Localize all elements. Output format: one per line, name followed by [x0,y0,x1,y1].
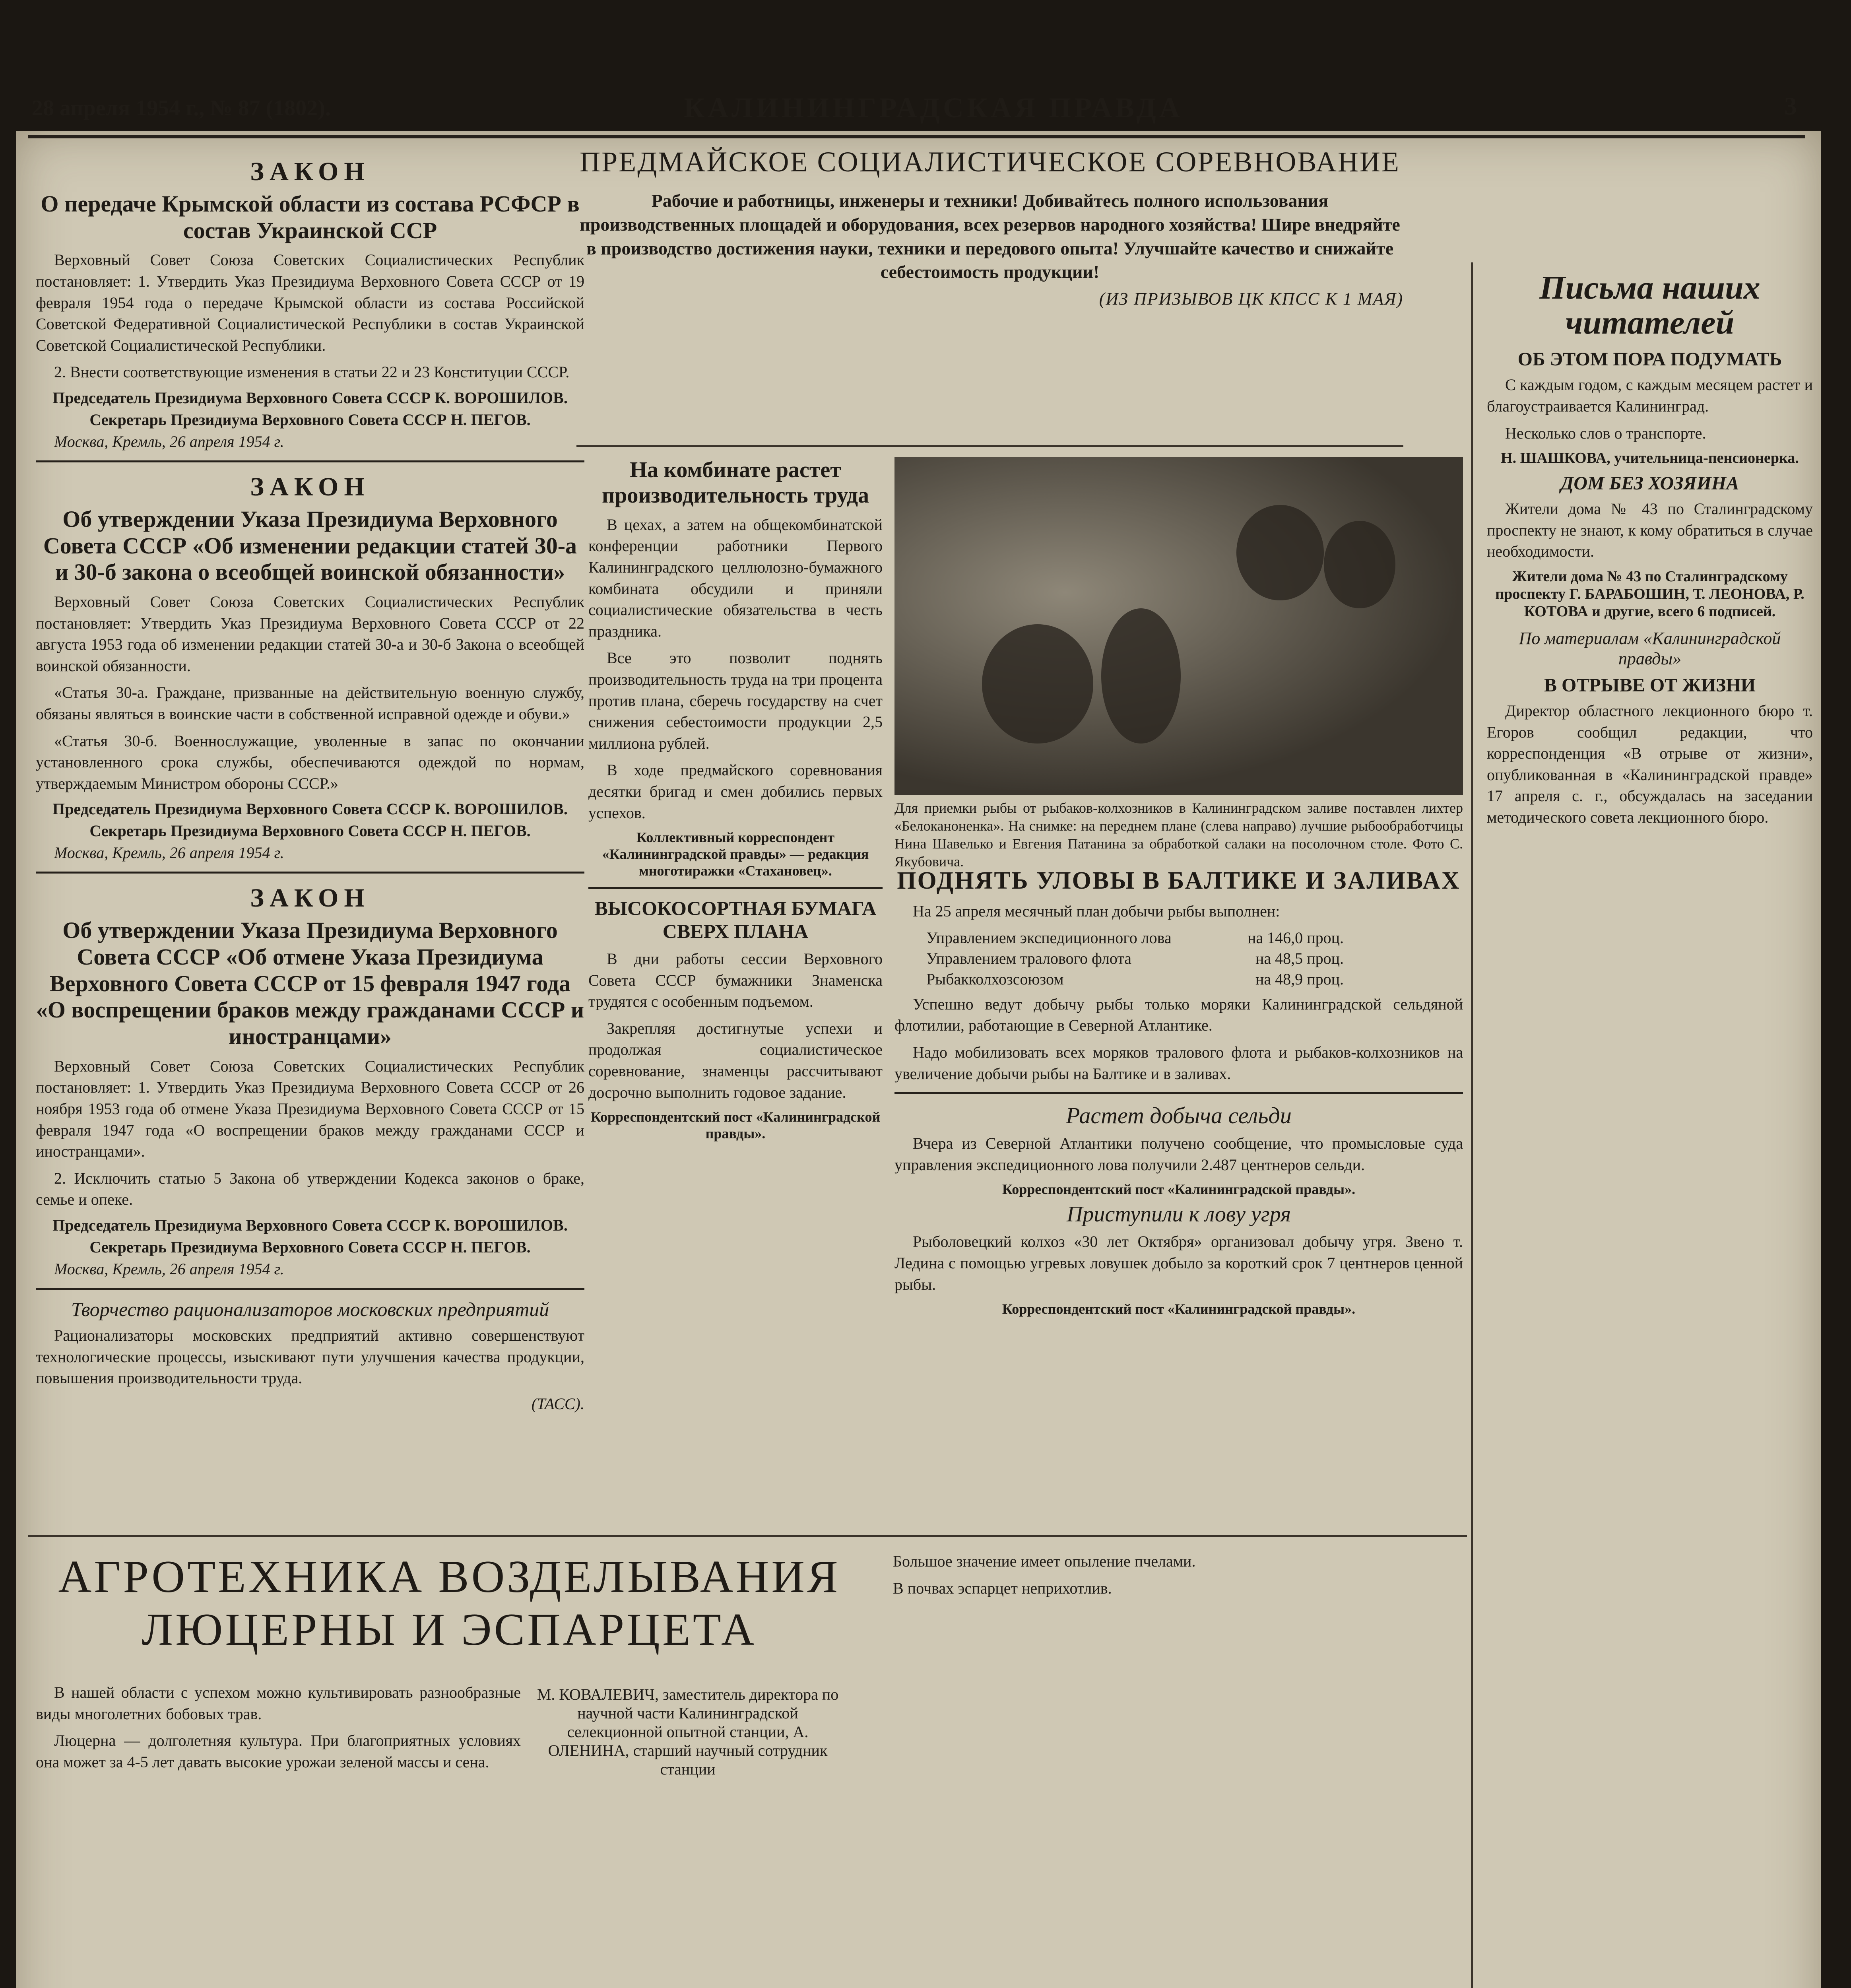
followup-label: По материалам «Калининградской правды» [1519,628,1781,668]
combine-title: На комбинате растет производительность труда [601,458,869,508]
paper-name: КАЛИНИНГРАДСКАЯ ПРАВДА [684,92,1183,124]
herring-signature: Корреспондентский пост «Калининградской правды». [1002,1181,1356,1198]
catch-intro: На 25 апреля месячный план добычи рыбы выполнен: [913,902,1280,920]
law1-signature: Председатель Президиума Верховного Совета СССР К. ВОРОШИЛОВ. [52,388,568,407]
law3-text: Верховный Совет Союза Советских Социалистических Республик постановляет: 1. Утвердить Указ Президиума Верховного Совета СССР от 26 ноября 1953 года об отмене Указа Президиума Верховного Совета СССР от 15 февраля 1947 года «О воспрещении браков между гражданами СССР и иностранцами». [36,1057,584,1161]
followup-text: Директор областного лекционного бюро т. Егоров сообщил редакции, что корреспонденция «В отрыве от жизни», опубликованная в «Калининградской правде» 17 апреля с. г., обсуждалась на заседании методического совета лекционного бюро. [1487,701,1813,826]
law1-text: Верховный Совет Союза Советских Социалистических Республик постановляет: 1. Утвердить Указ Президиума Верховного Совета СССР от 19 февраля 1954 года о передаче Крымской области из состава Российской Советской Федеративной Социалистической Республики в состав Украинской Советской Социалистической Республики. [36,251,584,354]
divider [588,887,883,889]
agro-text: Большое значение имеет опыление пчелами. [893,1552,1196,1570]
eel-text: Рыболовецкий колхоз «30 лет Октября» организовал добычу угря. Звено т. Ледина с помощью угревых ловушек добыло за короткий срок 7 центнеров ценной рыбы. [894,1233,1463,1293]
divider [576,445,1403,447]
herring-title: Растет добыча сельди [1066,1103,1292,1129]
divider [894,1092,1463,1094]
law2-signature: Секретарь Президиума Верховного Совета СССР Н. ПЕГОВ. [89,822,531,840]
divider [28,1535,1467,1537]
law1-signature: Секретарь Президиума Верховного Совета СССР Н. ПЕГОВ. [89,410,531,429]
banner-source: (ИЗ ПРИЗЫВОВ ЦК КПСС К 1 МАЯ) [1099,289,1403,309]
rationalizers-text: Рационализаторы московских предприятий активно совершенствуют технологические процессы, изыскивают пути улучшения качества продукции, повышения производительности труда. [36,1326,584,1387]
photo-caption [894,799,1463,871]
stat-row: Управлением экспедиционного лова на 146,0 проц. [926,928,1344,947]
agro-authors-box [537,1682,839,1782]
combine-text: Все это позволит поднять производительность труда на три процента против плана, сберечь государству на счет снижения себестоимости продукции 2,5 миллиона рублей. [588,649,883,752]
combine-article [588,457,883,1145]
law1-place: Москва, Кремль, 26 апреля 1954 г. [54,432,284,450]
divider [36,460,584,462]
laws-column [36,147,584,1423]
photo-figure [1236,505,1324,600]
agro-title: АГРОТЕХНИКА ВОЗДЕЛЫВАНИЯ ЛЮЦЕРНЫ И ЭСПАРЦЕТА [58,1551,840,1656]
catch-article [894,867,1463,1320]
followup-title: В ОТРЫВЕ ОТ ЖИЗНИ [1544,674,1756,696]
paper-news-signature: Корреспондентский пост «Калининградской правды». [590,1109,881,1142]
law1-text: 2. Внести соответствующие изменения в статьи 22 и 23 Конституции СССР. [54,363,570,381]
combine-signature: Коллективный корреспондент «Калининградской правды» — редакция многотиражки «Стахановец». [602,829,869,879]
catch-title: ПОДНЯТЬ УЛОВЫ В БАЛТИКЕ И ЗАЛИВАХ [897,867,1461,894]
law3-signature: Председатель Президиума Верховного Совета СССР К. ВОРОШИЛОВ. [52,1216,568,1234]
catch-text: Надо мобилизовать всех моряков тралового флота и рыбаков-колхозников на увеличение добычи рыбы на Балтике и в заливах. [894,1043,1463,1083]
photo-figure [1101,608,1181,744]
page-number: 3 [1784,92,1797,120]
paper-news-text: Закрепляя достигнутые успехи и продолжая социалистическое соревнование, знаменцы рассчитывают досрочно выполнить годовое задание. [588,1019,883,1101]
eel-title: Приступили к лову угря [1066,1202,1291,1227]
agro-text: В почвах эспарцет неприхотлив. [893,1579,1112,1597]
rationalizers-source: (ТАСС). [531,1394,584,1413]
agro-column-2 [875,1551,1447,1604]
letters-title: Письма наших читателей [1539,269,1760,342]
photo-credit: Фото С. Якубовича. [894,836,1463,870]
law2-title: Об утверждении Указа Президиума Верховного Совета СССР «Об изменении редакции статей 30-а и 30-б закона о всеобщей воинской обязанности» [43,506,577,585]
letters-column [1487,262,1813,834]
paper-news-title: ВЫСОКОСОРТНАЯ БУМАГА СВЕРХ ПЛАНА [594,897,877,942]
divider [36,872,584,874]
law2-signature: Председатель Президиума Верховного Совета СССР К. ВОРОШИЛОВ. [52,800,568,818]
agro-text: Люцерна — долголетняя культура. При благоприятных условиях она может за 4-5 лет давать высокие урожаи зеленой массы и сена. [36,1732,521,1771]
letter2-signature: Жители дома № 43 по Сталинградскому проспекту Г. БАРАБОШИН, Т. ЛЕОНОВА, Р. КОТОВА и другие, всего 6 подписей. [1495,568,1804,620]
banner-title: ПРЕДМАЙСКОЕ СОЦИАЛИСТИЧЕСКОЕ СОРЕВНОВАНИЕ [580,146,1400,178]
law1-title: О передаче Крымской области из состава РСФСР в состав Украинской ССР [41,191,580,243]
law3-title: Об утверждении Указа Президиума Верховного Совета СССР «Об отмене Указа Президиума Верховного Совета СССР от 15 февраля 1947 года «О воспрещении браков между гражданами СССР и иностранцами» [36,917,584,1050]
photo-caption-text: Для приемки рыбы от рыбаков-колхозников в Калининградском заливе поставлен лихтер «Белоканоненка». На снимке: на переднем плане (слева направо) лучшие рыбообработчицы Нина Шавелько и Евгения Патанина за обработкой салаки на посолочном столе. [894,800,1463,852]
banner-slogan: Рабочие и работницы, инженеры и техники! Добивайтесь полного использования производственных площадей и оборудования, всех резервов народного хозяйства! Шире внедряйте в производство достижения науки, техники и передового опыта! Улучшайте качество и снижайте себестоимость продукции! [580,190,1400,282]
letter1-signature: Н. ШАШКОВА, учительница-пенсионерка. [1501,450,1799,467]
letter1-text: Несколько слов о транспорте. [1505,424,1706,442]
law1-kicker: ЗАКОН [250,157,370,186]
divider [1471,262,1473,1988]
stat-row: Рыбакколхозсоюзом на 48,9 проц. [926,970,1344,988]
law2-text: Верховный Совет Союза Советских Социалистических Республик постановляет: Утвердить Указ Президиума Верховного Совета СССР от 22 августа 1953 года об изменении редакции статей 30-а и 30-б Закона о всеобщей воинской обязанности. [36,593,584,675]
rationalizers-title: Творчество рационализаторов московских предприятий [71,1298,549,1320]
combine-text: В ходе предмайского соревнования десятки бригад и смен добились первых успехов. [588,761,883,822]
photo-figure [982,624,1093,744]
law3-kicker: ЗАКОН [250,883,370,913]
letter2-title: ДОМ БЕЗ ХОЗЯИНА [1560,473,1739,494]
law3-place: Москва, Кремль, 26 апреля 1954 г. [54,1260,284,1278]
letter1-title: ОБ ЭТОМ ПОРА ПОДУМАТЬ [1517,349,1782,370]
herring-text: Вчера из Северной Атлантики получено сообщение, что промысловые суда управления экспедиционного лова получили 2.487 центнеров сельди. [894,1134,1463,1174]
letter2-text: Жители дома № 43 по Сталинградскому проспекту не знают, к кому обратиться в случае необходимости. [1487,500,1813,561]
masthead [28,80,1805,138]
divider [36,1288,584,1290]
combine-text: В цехах, а затем на общекомбинатской конференции работники Первого Калининградского целлюлозно-бумажного комбината обсудили и приняли социалистические обязательства в честь праздника. [588,515,883,640]
paper-news-text: В дни работы сессии Верховного Совета СССР бумажники Знаменска трудятся с особенным подъемом. [588,950,883,1011]
photo-figure [1324,521,1395,608]
law2-text: «Статья 30-а. Граждане, призванные на действительную военную службу, обязаны являться в воинские части в собственной исправной одежде и обуви.» [36,683,584,723]
catch-text: Успешно ведут добычу рыбы только моряки Калининградской сельдяной флотилии, работающие в Северной Атлантике. [894,995,1463,1035]
law3-text: 2. Исключить статью 5 Закона об утверждении Кодекса законов о браке, семье и опеке. [36,1169,584,1209]
socialist-competition-banner [576,139,1403,309]
letter1-text: С каждым годом, с каждым месяцем растет и благоустраивается Калининград. [1487,376,1813,415]
eel-signature: Корреспондентский пост «Калининградской правды». [1002,1301,1356,1317]
law2-kicker: ЗАКОН [250,472,370,501]
catch-stats [926,928,1463,990]
agro-authors: М. КОВАЛЕВИЧ, заместитель директора по научной части Калининградской селекционной опытной станции, А. ОЛЕНИНА, старший научный сотрудник станции [537,1685,839,1778]
issue-date: 28 апреля 1954 г., № 87 (1802). [32,96,331,120]
agro-text: В нашей области с успехом можно культивировать разнообразные виды многолетних бобовых трав. [36,1683,521,1723]
stat-row: Управлением тралового флота на 48,5 проц. [926,949,1344,967]
fish-reception-photo [894,457,1463,795]
law2-place: Москва, Кремль, 26 апреля 1954 г. [54,844,284,862]
law3-signature: Секретарь Президиума Верховного Совета СССР Н. ПЕГОВ. [89,1238,531,1256]
agro-column-1 [36,1682,521,1778]
law2-text: «Статья 30-б. Военнослужащие, уволенные в запас по окончании установленного срока службы, обеспечиваются одеждой по нормам, утверждаемым Министром обороны СССР.» [36,732,584,792]
